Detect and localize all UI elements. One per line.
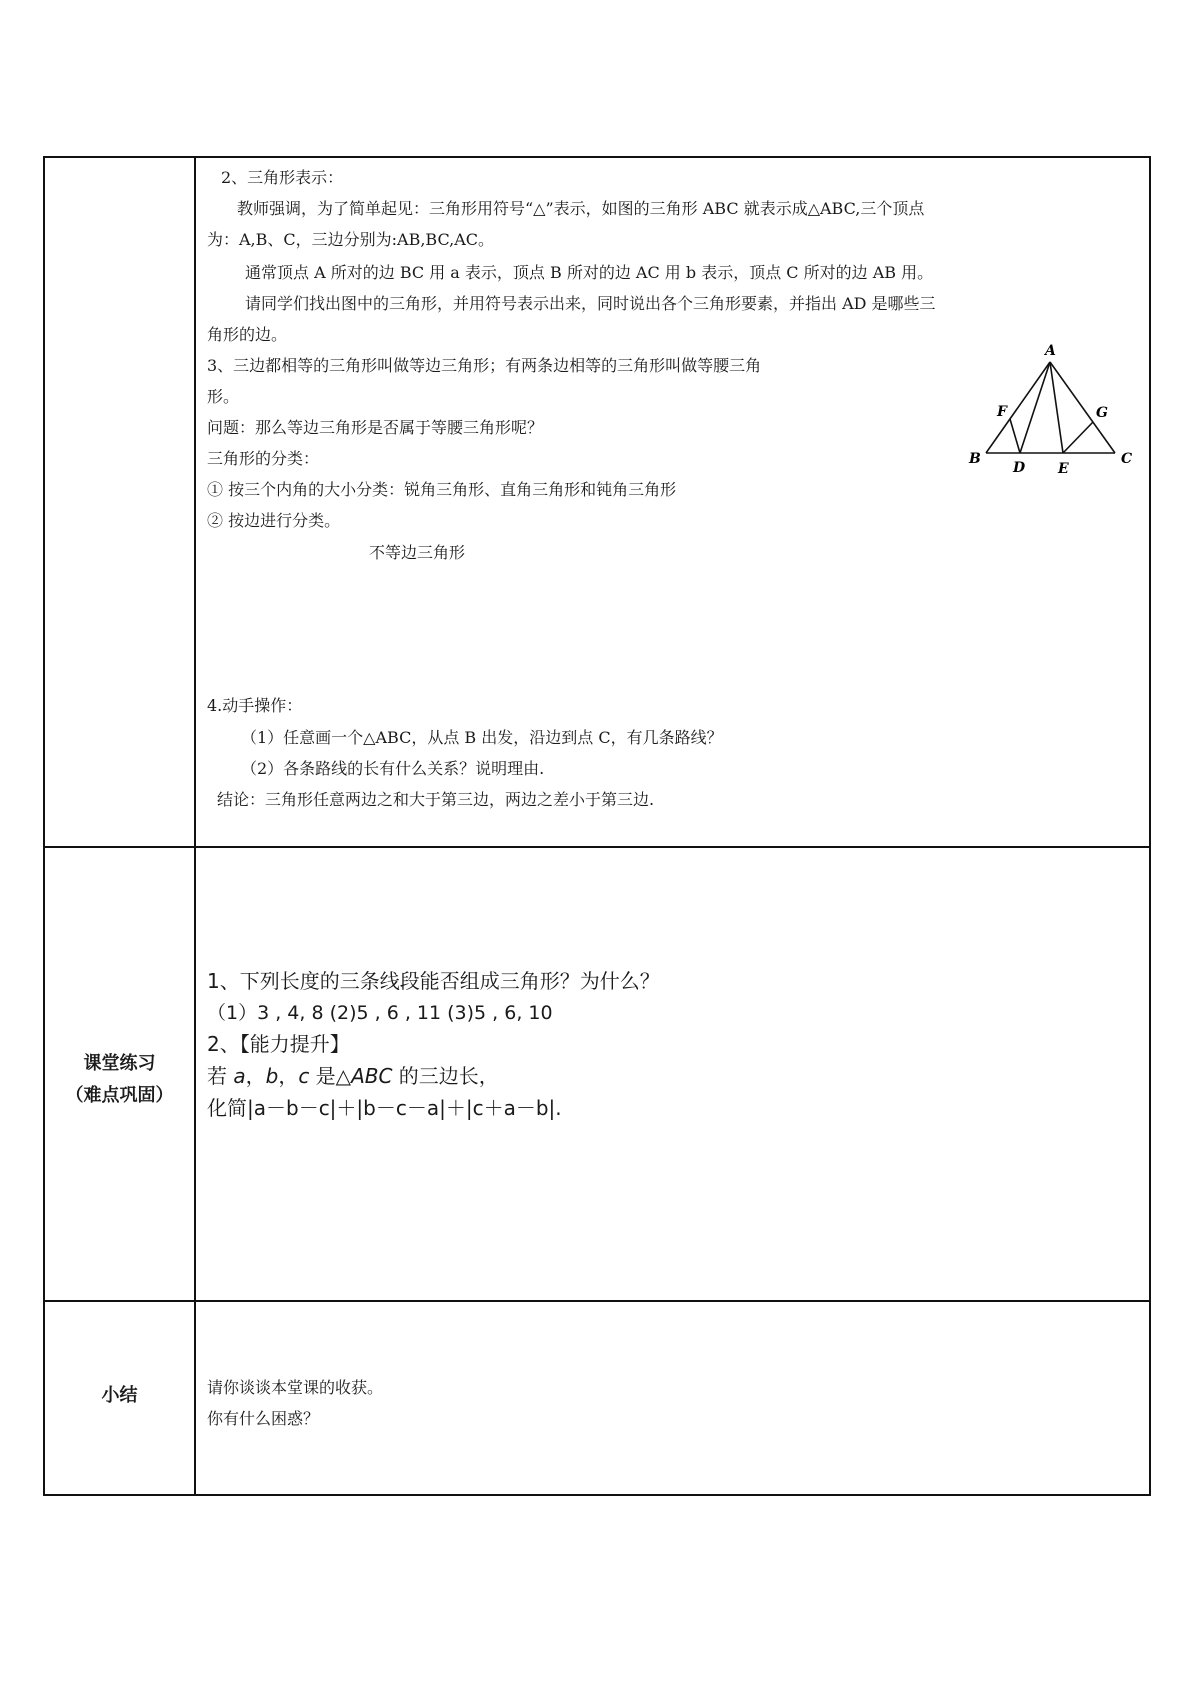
section-2-heading: 2、三角形表示： xyxy=(221,168,344,187)
summary-label: 小结 xyxy=(101,1385,138,1406)
section-4-heading: 4.动手操作： xyxy=(207,696,303,715)
vertex-label-A: A xyxy=(1045,343,1056,359)
segment-AD xyxy=(1020,362,1050,453)
scalene-label: 不等边三角形 xyxy=(369,543,466,562)
text: 的三边长， xyxy=(392,1064,499,1088)
text-line: 角形的边。 xyxy=(207,325,288,344)
segment-AE xyxy=(1050,362,1063,453)
text-line: 教师强调，为了简单起见：三角形用符号“△”表示，如图的三角形 ABC 就表示成△ABC,三个顶点 xyxy=(237,199,925,218)
vertex-label-C: C xyxy=(1121,451,1133,467)
question-line: 问题：那么等边三角形是否属于等腰三角形呢？ xyxy=(207,418,544,437)
var-b: b xyxy=(265,1064,279,1088)
text-line: 为：A,B、C，三边分别为:AB,BC,AC。 xyxy=(207,230,495,249)
classification-heading: 三角形的分类： xyxy=(207,449,320,468)
text: 若 xyxy=(207,1064,234,1088)
exercise-1-options: （1）3 , 4, 8 (2)5 , 6 , 11 (3)5 , 6, 10 xyxy=(207,1002,553,1024)
classification-item-1: ① 按三个内角的大小分类：锐角三角形、直角三角形和钝角三角形 xyxy=(207,480,677,499)
vertex-label-B: B xyxy=(969,451,981,467)
triangle-name: ABC xyxy=(351,1064,393,1088)
text-line: 形。 xyxy=(207,387,240,406)
row-divider-1 xyxy=(45,846,1149,848)
summary-line-1: 请你谈谈本堂课的收获。 xyxy=(207,1378,384,1397)
exercise-2-statement xyxy=(207,1061,499,1091)
section-3-heading: 3、三边都相等的三角形叫做等边三角形；有两条边相等的三角形叫做等腰三角 xyxy=(207,356,762,375)
exercise-1: 1、下列长度的三条线段能否组成三角形？为什么？ xyxy=(207,969,660,993)
text-line: 请同学们找出图中的三角形，并用符号表示出来，同时说出各个三角形要素，并指出 AD 是哪些三 xyxy=(245,294,936,313)
row-divider-2 xyxy=(45,1300,1149,1302)
summary-line-2: 你有什么困惑？ xyxy=(207,1409,320,1428)
exercise-2-heading: 2、【能力提升】 xyxy=(207,1032,350,1056)
text-line: 通常顶点 A 所对的边 BC 用 a 表示，顶点 B 所对的边 AC 用 b 表示，顶点 C 所对的边 AB 用。 xyxy=(245,263,934,282)
var-c: c xyxy=(298,1064,310,1088)
point-label-D: D xyxy=(1013,460,1026,476)
column-divider xyxy=(194,158,196,1494)
text: ， xyxy=(245,1064,266,1088)
classification-item-2: ② 按边进行分类。 xyxy=(207,511,341,530)
edge-AB xyxy=(986,362,1050,453)
exercise-2-expression: 化简|a－b－c|＋|b－c－a|＋|c＋a－b|. xyxy=(207,1096,562,1120)
triangle-diagram xyxy=(965,340,1145,480)
practice-label xyxy=(45,1048,194,1112)
task-1: （1）任意画一个△ABC，从点 B 出发，沿边到点 C，有几条路线？ xyxy=(241,728,723,747)
segment-GE xyxy=(1063,422,1093,453)
point-label-F: F xyxy=(997,404,1007,420)
segment-FD xyxy=(1010,419,1020,453)
point-label-E: E xyxy=(1058,461,1069,477)
text: 是△ xyxy=(309,1064,352,1088)
conclusion-line: 结论：三角形任意两边之和大于第三边，两边之差小于第三边. xyxy=(217,790,655,809)
var-a: a xyxy=(233,1064,246,1088)
text: ， xyxy=(278,1064,299,1088)
practice-label-line2: （难点巩固） xyxy=(65,1085,174,1106)
practice-label-line1: 课堂练习 xyxy=(83,1053,156,1074)
task-2: （2）各条路线的长有什么关系？说明理由. xyxy=(241,759,545,778)
point-label-G: G xyxy=(1096,405,1108,421)
